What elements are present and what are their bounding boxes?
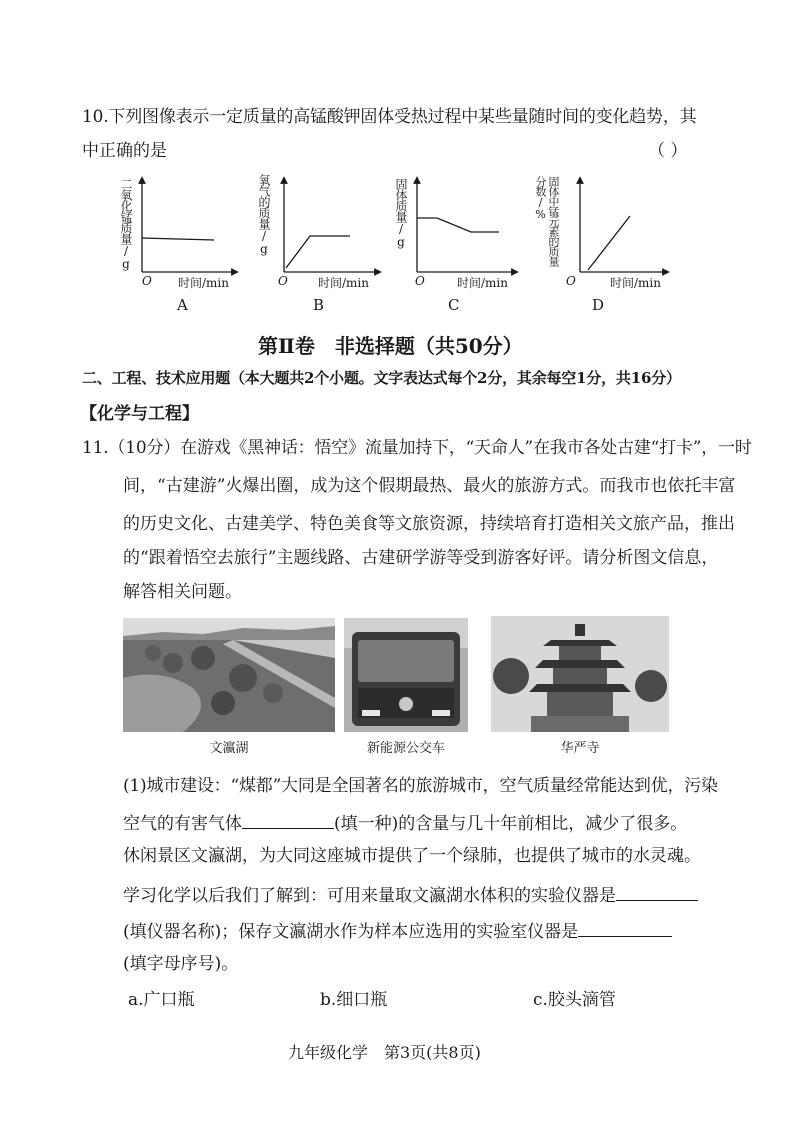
graph-c-origin: O	[415, 274, 425, 288]
sub1-line2-a: 空气的有害气体	[123, 814, 242, 834]
graph-b-axes	[258, 172, 383, 282]
graph-c	[395, 172, 520, 317]
sub1-line5	[123, 918, 672, 942]
sub1-line4	[123, 882, 698, 906]
graph-c-ylabel: 固体质量/g	[394, 178, 408, 248]
photo-caption-lake: 文瀛湖	[209, 741, 249, 756]
graph-b-letter: B	[313, 296, 325, 314]
graph-d-axes	[530, 172, 670, 282]
answer-blank-container[interactable]	[578, 918, 672, 937]
q11-line5: 解答相关问题。	[123, 582, 242, 602]
q10-answer-bracket: （ ）	[648, 141, 688, 161]
graph-a	[120, 172, 240, 317]
section-heading: 二、工程、技术应用题（本大题共2个小题。文字表达式每个2分，其余每空1分，共16分）	[82, 369, 681, 387]
sub1-line6: (填字母序号)。	[123, 954, 239, 974]
sub1-line5-text: (填仪器名称)；保存文瀛湖水作为样本应选用的实验室仪器是	[123, 922, 579, 942]
photo-caption-temple: 华严寺	[560, 741, 600, 756]
option-a: a.广口瓶	[128, 990, 195, 1010]
graph-d	[530, 172, 670, 317]
page-footer: 九年级化学 第3页(共8页)	[288, 1043, 481, 1062]
graph-a-axes	[120, 172, 240, 282]
q11-line1: 11.（10分）在游戏《黑神话：悟空》流量加持下，“天命人”在我市各处古建“打卡”，一时	[82, 438, 752, 458]
graph-c-xlabel: 时间/min	[457, 276, 508, 290]
sub1-line4-text: 学习化学以后我们了解到：可用来量取文瀛湖水体积的实验仪器是	[123, 886, 616, 906]
option-c: c.胶头滴管	[533, 990, 616, 1010]
graph-b-origin: O	[278, 274, 288, 288]
graph-d-origin: O	[566, 274, 576, 288]
q11-line3: 的历史文化、古建美学、特色美食等文旅资源，持续培育打造相关文旅产品，推出	[123, 514, 735, 534]
graph-a-ylabel: 二氧化锰质量/g	[119, 178, 133, 270]
graph-d-letter: D	[592, 296, 605, 314]
subject-tag: 【化学与工程】	[80, 404, 199, 424]
graph-a-xlabel: 时间/min	[178, 276, 229, 290]
graph-c-letter: C	[448, 296, 460, 314]
option-b: b.细口瓶	[320, 990, 388, 1010]
graph-c-axes	[395, 172, 520, 282]
q11-line2: 间，“古建游”火爆出圈，成为这个假期最热、最火的旅游方式。而我市也依托丰富	[123, 476, 736, 496]
answer-blank-instrument[interactable]	[616, 882, 698, 901]
sub1-line2	[123, 810, 687, 834]
graph-b-xlabel: 时间/min	[318, 276, 369, 290]
bus-photo	[344, 618, 468, 732]
part2-title: 第Ⅱ卷 非选择题（共50分）	[258, 334, 523, 358]
answer-blank-gas[interactable]	[242, 810, 334, 829]
graph-b-ylabel: 氧气的质量/g	[257, 174, 271, 255]
lake-aerial-photo	[123, 618, 335, 732]
photo-caption-bus: 新能源公交车	[366, 741, 445, 756]
graph-d-ylabel: 固体中锰元素的质量分数/%	[534, 176, 560, 266]
graph-d-xlabel: 时间/min	[610, 276, 661, 290]
sub1-line2-b: (填一种)的含量与几十年前相比，减少了很多。	[334, 814, 688, 834]
q10-stem-line1: 10.下列图像表示一定质量的高锰酸钾固体受热过程中某些量随时间的变化趋势，其	[82, 107, 697, 127]
pagoda-photo	[491, 616, 669, 732]
q11-line4: 的“跟着悟空去旅行”主题线路、古建研学游等受到游客好评。请分析图文信息，	[123, 548, 719, 568]
sub1-line3: 休闲景区文瀛湖，为大同这座城市提供了一个绿肺，也提供了城市的水灵魂。	[123, 846, 701, 866]
q10-stem-line2: 中正确的是	[82, 141, 167, 161]
graph-a-letter: A	[177, 296, 188, 314]
sub1-line1: (1)城市建设：“煤都”大同是全国著名的旅游城市，空气质量经常能达到优，污染	[123, 776, 718, 796]
graph-a-origin: O	[142, 274, 152, 288]
graph-b	[258, 172, 383, 317]
